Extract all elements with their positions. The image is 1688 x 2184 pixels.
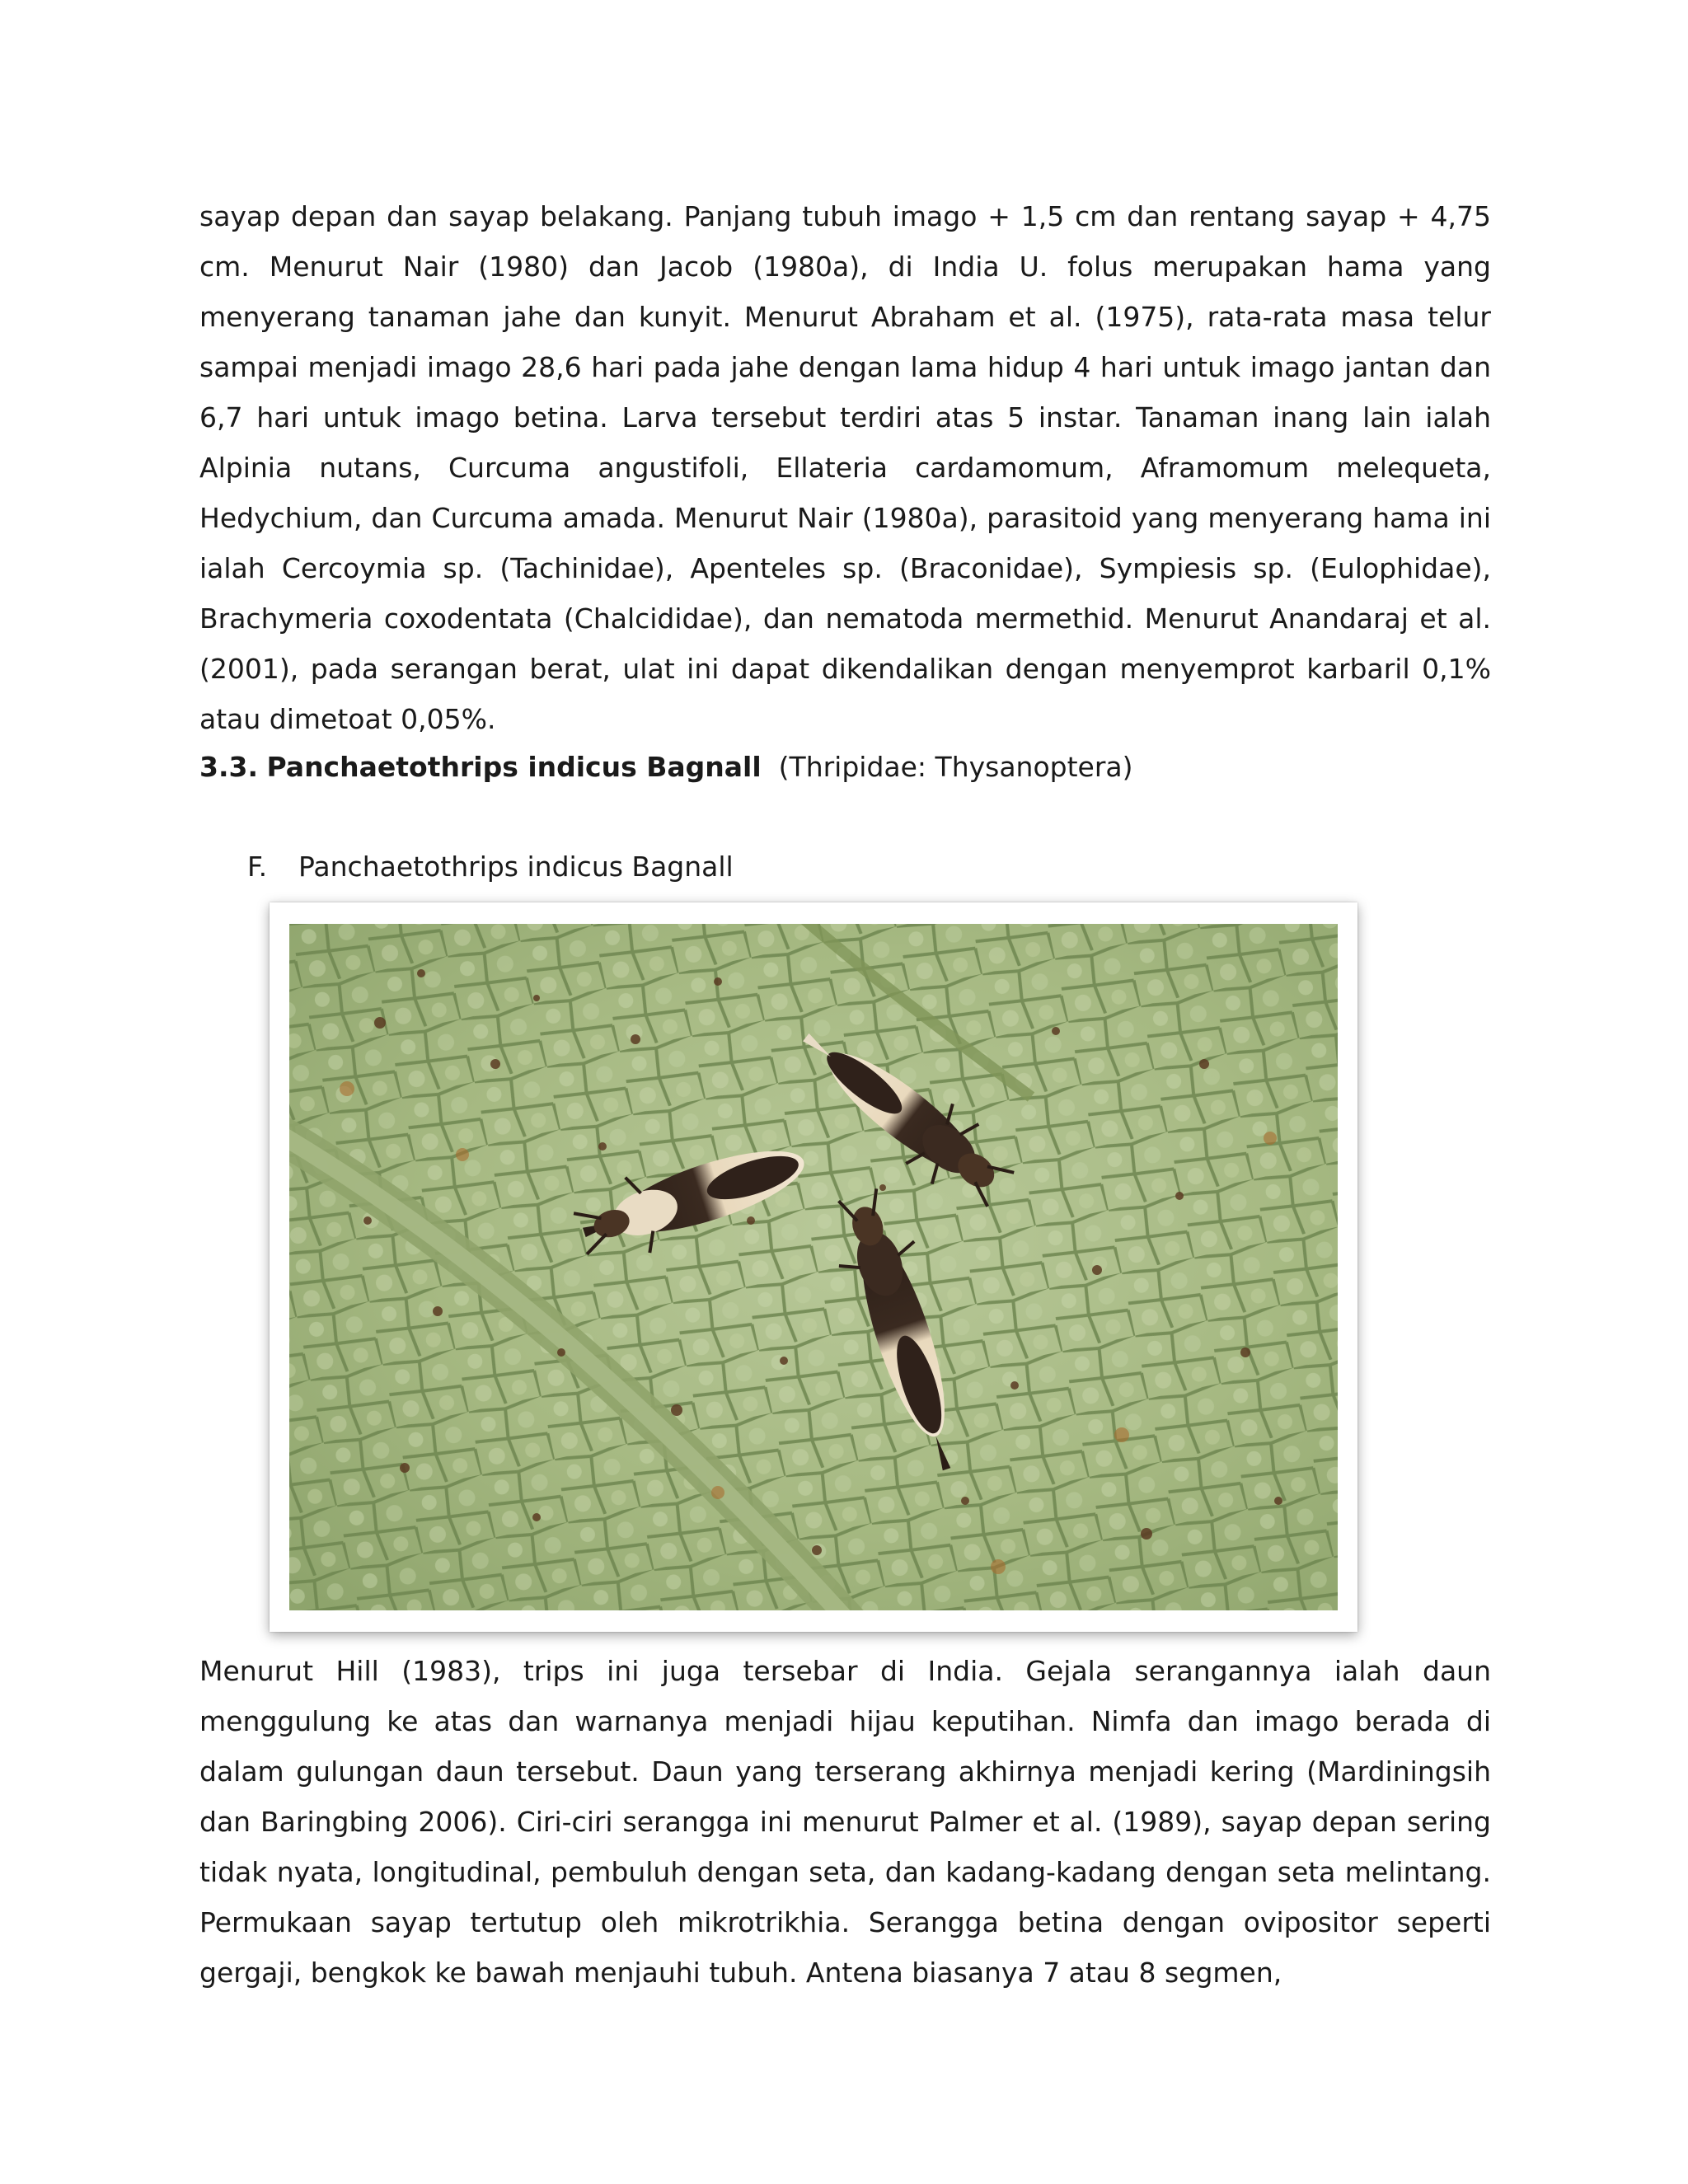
section-heading <box>199 742 1133 792</box>
section-species-name: Panchaetothrips indicus Bagnall <box>266 751 762 783</box>
section-classification: (Thripidae: Thysanoptera) <box>778 751 1133 783</box>
figure-caption-text: Panchaetothrips indicus Bagnall <box>298 851 734 883</box>
thrips-on-leaf-image <box>289 924 1338 1610</box>
section-number: 3.3. <box>199 751 258 783</box>
thrips-photo <box>270 902 1357 1632</box>
body-paragraph: Menurut Hill (1983), trips ini juga tersebar di India. Gejala serangannya ialah daun menggulung ke atas dan warnanya menjadi hijau keputihan. Nimfa dan imago berada di dalam gulungan daun tersebut. Daun yang terserang akhirnya menjadi kering (Mardiningsih dan Baringbing 2006). Ciri-ciri serangga ini menurut Palmer et al. (1989), sayap depan sering tidak nyata, longitudinal, pembuluh dengan seta, dan kadang-kadang dengan seta melintang. Permukaan sayap tertutup oleh mikrotrikhia. Serangga betina dengan ovipositor seperti gergaji, bengkok ke bawah menjauhi tubuh. Antena biasanya 7 atau 8 segmen, <box>199 1655 1491 1989</box>
figure-letter: F. <box>247 851 268 883</box>
figure-caption <box>247 841 734 892</box>
body-paragraph: sayap depan dan sayap belakang. Panjang tubuh imago + 1,5 cm dan rentang sayap + 4,75 cm. Menurut Nair (1980) dan Jacob (1980a), di India U. folus merupakan hama yang menyerang tanaman jahe dan kunyit. Menurut Abraham et al. (1975), rata-rata masa telur sampai menjadi imago 28,6 hari pada jahe dengan lama hidup 4 hari untuk imago jantan dan 6,7 hari untuk imago betina. Larva tersebut terdiri atas 5 instar. Tanaman inang lain ialah Alpinia nutans, Curcuma angustifoli, Ellateria cardamomum, Aframomum melequeta, Hedychium, dan Curcuma amada. Menurut Nair (1980a), parasitoid yang menyerang hama ini ialah Cercoymia sp. (Tachinidae), Apenteles sp. (Braconidae), Sympiesis sp. (Eulophidae), Brachymeria coxodentata (Chalcididae), dan nematoda mermethid. Menurut Anandaraj et al. (2001), pada serangan berat, ulat ini dapat dikendalikan dengan menyemprot karbaril 0,1% atau dimetoat 0,05%. <box>199 200 1491 735</box>
